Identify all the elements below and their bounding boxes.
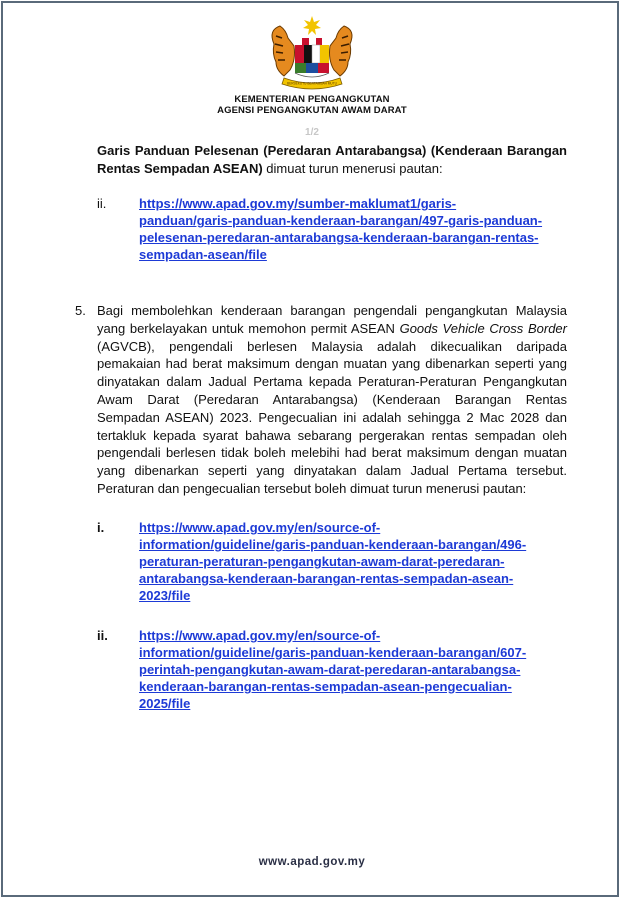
agency-name: AGENSI PENGANGKUTAN AWAM DARAT [217,105,407,116]
paragraph-text-italic: Goods Vehicle Cross Border [399,320,567,336]
list-marker: ii. [97,196,107,211]
ministry-name: KEMENTERIAN PENGANGKUTAN [234,94,390,105]
malaysia-coat-of-arms-icon [262,14,362,90]
exemption-download-link[interactable]: https://www.apad.gov.my/en/source-of- information/guideline/garis-panduan-kenderaan-barangan/607- perintah-pengangkutan-awam-darat-peredaran-antarabangsa- kenderaan-barangan-rentas-sempadan-asean-pengecualian- 2025/file [139,628,527,711]
crest-motto: BERSEKUTU BERTAMBAH MUTU [286,81,338,86]
paragraph-text-part: Bagi membolehkan kenderaan barangan pengendali pengangkutan Malaysia yang berkelayakan untuk memohon permit ASEAN [97,303,567,336]
paragraph-text-part: (AGVCB), pengendali berlesen Malaysia adalah dikecualikan daripada pemakaian had berat maksimum dengan muatan yang dibenarkan seperti yang dinyatakan dalam Jadual Pertama kepada Peraturan-Peraturan Pengangkutan Awam Darat (Peredaran Antarabangsa) (Kenderaan Barangan Rentas Sempadan ASEAN) 2023. Pengecualian ini adalah sehingga 2 Mac 2028 dan tertakluk kepada syarat bahawa sebarang pergerakan rentas sempadan oleh pengendali berlesen tidak boleh melebihi had berat maksimum dengan muatan yang dibenarkan seperti yang dinyatakan dalam Jadual Pertama tersebut. Peraturan dan pengecualian tersebut boleh dimuat turun menerusi pautan: [97,338,567,496]
guideline-title: Garis Panduan Pelesenan (Peredaran Antarabangsa) (Kenderaan Barangan Rentas Sempadan ASEAN) [97,143,567,176]
footer-website: www.apad.gov.my [258,856,366,868]
regulations-download-link[interactable]: https://www.apad.gov.my/en/source-of- information/guideline/garis-panduan-kenderaan-barangan/496- peraturan-peraturan-pengangkutan-awam-darat-peredaran- antarabangsa-kenderaan-barangan-rentas-sempadan-asean- 2023/file [139,520,527,603]
list-marker: ii. [97,628,108,643]
paragraph-number: 5. [75,303,86,318]
page-number: 1/2 [305,127,319,138]
list-marker: i. [97,520,105,535]
paragraph-text [97,302,567,498]
intro-text: dimuat turun menerusi pautan: [262,161,443,176]
guideline-download-link[interactable]: https://www.apad.gov.my/sumber-maklumat1/garis- panduan/garis-panduan-kenderaan-barangan/497-garis-panduan- pelesenan-peredaran-antarabangsa-kenderaan-barangan-rentas- sempadan-asean/file [139,196,543,262]
intro-paragraph [97,142,567,178]
